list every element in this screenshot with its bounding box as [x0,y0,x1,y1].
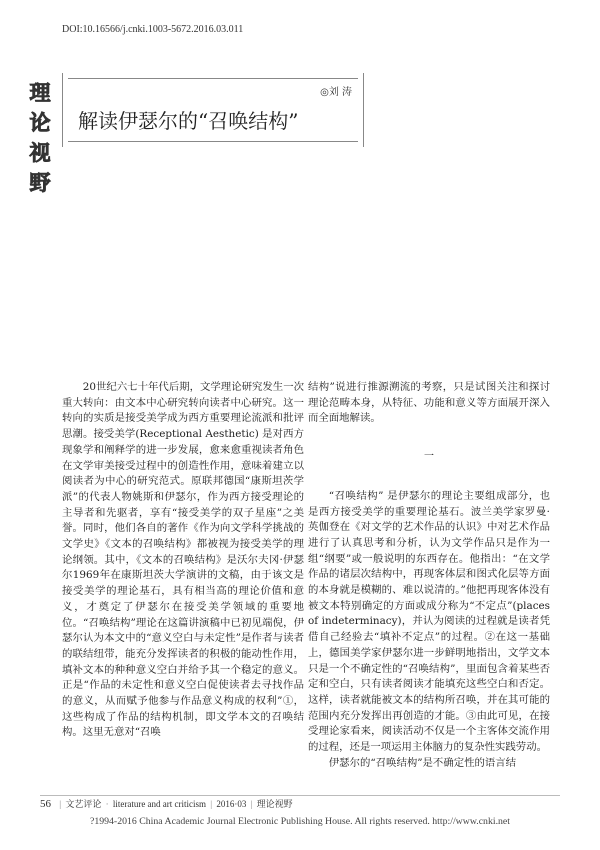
column-name: 理论视野 [256,799,293,809]
section-mark [24,78,56,198]
right-column [308,380,550,771]
paragraph: “召唤结构” 是伊瑟尔的理论主要组成部分，也是西方接受美学的重要理论基石。波兰美学家罗曼·英伽登在《对文学的艺术作品的认识》中对艺术作品进行了认真思考和分析，认为文学作品只是作为一组“纲要”或一般说明的东西存在。他指出：“在文学作品的诸层次结构中，再现客体层和图式化层等方面的本身就是模糊的、难以说清的。”他把再现客体没有被文本特别确定的方面或成分称为“不定点”(places of indeterminacy)，并认为阅读的过程就是读者凭借自己经验去“填补不定点”的过程。②在这一基础上，德国美学家伊瑟尔进一步鲜明地指出，文学文本只是一个不确定性的“召唤结构”，里面包含着某些否定和空白，只有读者阅读才能填充这些空白和否定。这样，读者就能被文本的结构所召唤，并在其可能的范围内充分发挥出再创造的才能。③由此可见，在接受理论家看来，阅读活动不仅是一个主客体交流作用的过程，还是一项运用主体脑力的复杂性实践劳动。 [308,489,550,754]
paragraph: 伊瑟尔的“召唤结构”是不确定性的语言结 [328,756,517,769]
section-mark-char: 理 [29,80,51,105]
paragraph: 结构”说进行推源溯流的考察，只是试图关注和探讨理论范畴本身，从特征、功能和意义等方面展开深入而全面地解读。 [308,381,550,425]
page-footer: 56 | 文艺评论 · literature and art criticism | 2016·03 | 理论视野 [40,798,293,810]
issue: 2016·03 [216,799,247,809]
paragraph: 20世纪六七十年代后期，文学理论研究发生一次重大转向：由文本中心研究转向读者中心研究。这一转向的实质是接受美学成为西方重要理论流派和批评思潮。接受美学(Receptional Aesthetic) 是对西方现象学和阐释学的进一步发展，愈来愈重视读者角色在文学审美接受过程中的创造性作用，意味着建立以阅读者为中心的研究范式。原联邦德国“康斯坦茨学派”的代表人物姚斯和伊瑟尔，作为西方接受理论的主导者和先驱者，享有“接受美学的双子星座”之美誉。同时，他们各自的著作《作为向文学科学挑战的文学史》《文本的召唤结构》都被视为接受美学的理论纲领。其中，《文本的召唤结构》是沃尔夫冈·伊瑟尔1969年在康斯坦茨大学演讲的文稿，由于该文是接受美学的理论基石，具有相当高的理论价值和意义，才奠定了伊瑟尔在接受美学领域的重要地位。“召唤结构”理论在这篇讲演稿中已初见端倪，伊瑟尔认为本文中的“意义空白与未定性”是作者与读者的联结纽带，能充分发挥读者的积极的能动性作用，填补文本的种种意义空白并给予其一个稳定的意义。正是“作品的未定性和意义空白促使读者去寻找作品的意义，从而赋予他参与作品意义构成的权利”①，这些构成了作品的结构机制，即文学本文的召唤结构。这里无意对“召唤 [62,381,304,739]
journal-name-en: literature and art criticism [112,799,207,809]
title-box [68,78,358,142]
title-box-right-bar [363,73,364,147]
footer-rule [40,795,560,796]
section-number: 一 [424,451,434,463]
left-column [62,380,304,741]
author: ◎刘 涛 [320,87,352,98]
title-box-left-bar [62,73,63,147]
doi-line: DOI:10.16566/j.cnki.1003-5672.2016.03.011 [62,24,244,35]
journal-name: 文艺评论 [65,799,102,809]
section-mark-char: 论 [29,110,51,135]
section-mark-char: 视 [29,140,51,165]
copyright-line: ?1994-2016 China Academic Journal Electronic Publishing House. All rights reserved. http://www.cnki.net [89,816,510,827]
article-title: 解读伊瑟尔的“召唤结构” [78,109,299,133]
page-number: 56 [40,798,51,810]
section-mark-char: 野 [29,170,51,195]
